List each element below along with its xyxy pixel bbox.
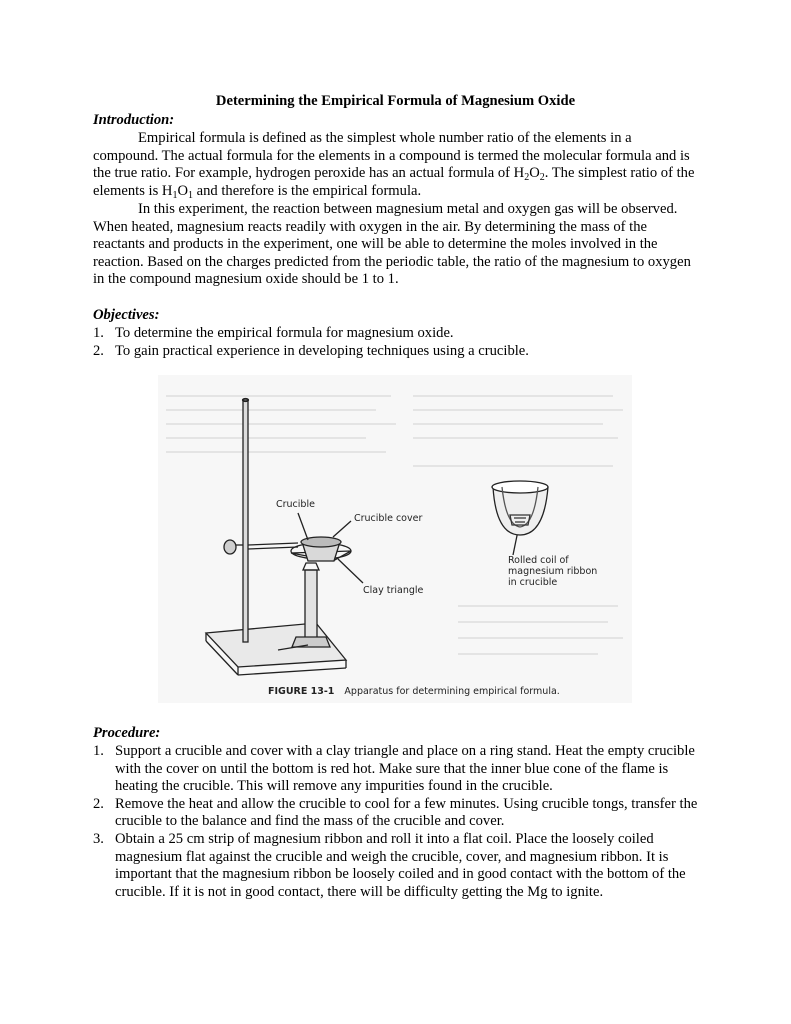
objectives-heading: Objectives: <box>93 307 160 323</box>
clamp-knob <box>224 540 236 554</box>
document-title: Determining the Empirical Formula of Magnesium Oxide <box>215 93 576 109</box>
label-rolled-coil: Rolled coil of magnesium ribbon in crucible <box>508 555 598 588</box>
objective-item: 2. To gain practical experience in developing techniques using a crucible. <box>93 342 529 359</box>
bunsen-burner <box>305 570 317 638</box>
figure-caption: FIGURE 13-1 Apparatus for determining empirical formula. <box>268 686 560 697</box>
procedure-step: 1. Support a crucible and cover with a clay triangle and place on a ring stand. Heat the empty crucible with the cover on until the bottom is red hot. Make sure that the inner blue cone of the flame is heating the crucible. This will remove any impurities found in the crucible. <box>93 743 695 795</box>
label-clay-triangle: Clay triangle <box>363 585 424 596</box>
apparatus-drawing <box>158 375 632 703</box>
objective-item: 1. To determine the empirical formula for magnesium oxide. <box>93 325 454 341</box>
procedure-step: 2. Remove the heat and allow the crucible to cool for a few minutes. Using crucible tongs, transfer the crucible to the balance and find the mass of the crucible and cover. <box>93 795 698 830</box>
ring-stand-rod <box>243 400 248 642</box>
procedure-step: 3. Obtain a 25 cm strip of magnesium ribbon and roll it into a flat coil. Place the loosely coiled magnesium flat against the crucible and weigh the crucible, cover, and magnesium ribbon. It is important that the magnesium ribbon be loosely coiled and in good contact with the bottom of the crucible. If it is not in good contact, there will be difficulty getting the Mg to ignite. <box>93 830 686 900</box>
objectives-list <box>93 325 703 360</box>
introduction-heading: Introduction: <box>93 112 175 128</box>
introduction-paragraph-1: Empirical formula is defined as the simplest whole number ratio of the elements in a compound. The actual formula for the elements in a compound is termed the molecular formula and is the true ratio. For example, hydrogen peroxide has an actual formula of $H_2O_2$. The simplest ratio of the elements is $H_1O_1$ and therefore is the empirical formula. <box>93 130 695 201</box>
inset-crucible <box>493 487 548 535</box>
apparatus-figure <box>158 375 632 703</box>
procedure-list <box>93 743 703 901</box>
introduction-paragraph-2: In this experiment, the reaction between magnesium metal and oxygen gas will be observed. When heated, magnesium reacts readily with oxygen in the air. By determining the mass of the reactants and products in the experiment, one will be able to determine the moles involved in the reaction. Based on the charges predicted from the periodic table, the ratio of the magnesium to oxygen in the compound magnesium oxide should be 1 to 1. <box>93 201 691 288</box>
label-crucible-cover: Crucible cover <box>354 513 423 524</box>
label-crucible: Crucible <box>276 499 315 510</box>
procedure-heading: Procedure: <box>93 725 161 741</box>
